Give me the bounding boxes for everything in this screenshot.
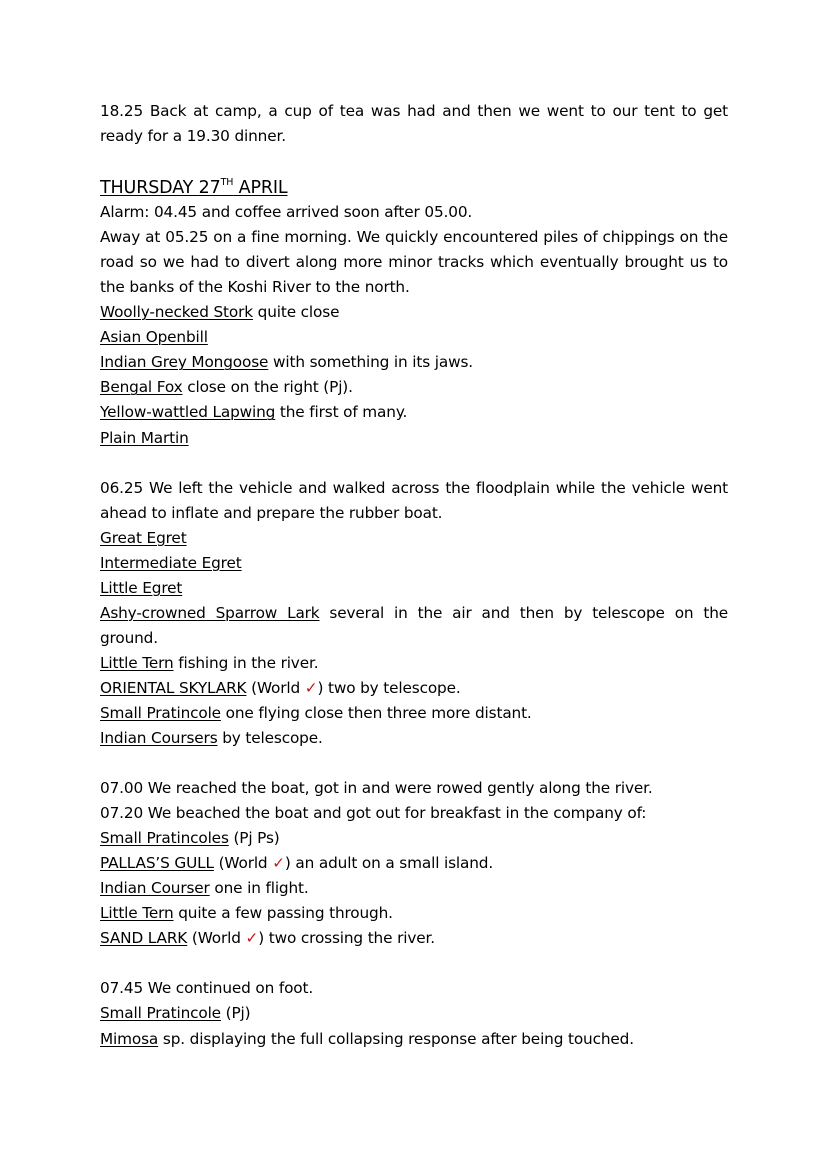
sighting-line bbox=[100, 325, 728, 350]
species-name: Great Egret bbox=[100, 528, 187, 547]
check-icon: ✓ bbox=[304, 678, 318, 697]
paragraph-gap bbox=[100, 149, 728, 174]
species-name: Indian Courser bbox=[100, 879, 210, 898]
sighting-note: (Pj Ps) bbox=[228, 829, 280, 848]
sighting-note: close on the right (Pj). bbox=[182, 378, 353, 397]
tick-prefix: (World bbox=[187, 929, 246, 948]
sighting-line bbox=[100, 826, 728, 851]
species-name: Bengal Fox bbox=[100, 378, 183, 397]
text-line: the banks of the Koshi River to the north. bbox=[100, 278, 410, 297]
species-name: PALLAS’S GULL bbox=[100, 854, 214, 873]
text-line: ready for a 19.30 dinner. bbox=[100, 127, 286, 146]
species-name: Woolly-necked Stork bbox=[100, 303, 253, 322]
text-line: 07.20 We beached the boat and got out for breakfast in the company of: bbox=[100, 804, 647, 823]
sighting-line bbox=[100, 601, 728, 626]
sighting-note: sp. displaying the full collapsing response after being touched. bbox=[158, 1029, 634, 1048]
species-name: Yellow-wattled Lapwing bbox=[100, 403, 276, 422]
sighting-line bbox=[100, 375, 728, 400]
sighting-line bbox=[100, 551, 728, 576]
paragraph-gap bbox=[100, 751, 728, 776]
sighting-line bbox=[100, 726, 728, 751]
text-line: 06.25 We left the vehicle and walked across the floodplain while the vehicle went bbox=[100, 478, 728, 497]
day-heading bbox=[100, 177, 728, 200]
text-line: Alarm: 04.45 and coffee arrived soon after 05.00. bbox=[100, 203, 473, 222]
sighting-note: ) two by telescope. bbox=[317, 678, 461, 697]
sighting-line bbox=[100, 651, 728, 676]
text-line: ahead to inflate and prepare the rubber boat. bbox=[100, 503, 443, 522]
species-name: Small Pratincole bbox=[100, 703, 221, 722]
text-line: road so we had to divert along more minor tracks which eventually brought us to bbox=[100, 253, 728, 272]
sighting-line bbox=[100, 576, 728, 601]
sighting-note: ) two crossing the river. bbox=[258, 929, 435, 948]
tick-prefix: (World bbox=[246, 678, 305, 697]
sighting-note: quite a few passing through. bbox=[173, 904, 393, 923]
species-name: Small Pratincole bbox=[100, 1004, 221, 1023]
text-line: 07.00 We reached the boat, got in and were rowed gently along the river. bbox=[100, 779, 653, 798]
sighting-line bbox=[100, 1027, 728, 1052]
world-tick-line bbox=[100, 851, 728, 876]
species-name: SAND LARK bbox=[100, 929, 188, 948]
species-name: Intermediate Egret bbox=[100, 553, 242, 572]
species-name: Mimosa bbox=[100, 1029, 159, 1048]
text-line: 18.25 Back at camp, a cup of tea was had and then we went to our tent to get bbox=[100, 102, 728, 120]
species-name: Ashy-crowned Sparrow Lark bbox=[100, 603, 320, 622]
sighting-note: ) an adult on a small island. bbox=[284, 854, 494, 873]
sighting-line bbox=[100, 1001, 728, 1026]
world-tick-line bbox=[100, 926, 728, 951]
tick-prefix: (World bbox=[213, 854, 273, 873]
species-name: Little Tern bbox=[100, 904, 174, 923]
document-page bbox=[100, 99, 728, 1052]
species-name: ORIENTAL SKYLARK bbox=[100, 678, 247, 697]
text-line: ground. bbox=[100, 628, 158, 647]
species-name: Indian Grey Mongoose bbox=[100, 353, 269, 372]
species-name: Indian Coursers bbox=[100, 729, 218, 748]
world-tick-line bbox=[100, 676, 728, 701]
species-name: Little Egret bbox=[100, 578, 183, 597]
sighting-note: several in the air and then by telescope on the bbox=[319, 603, 729, 622]
sighting-note: by telescope. bbox=[217, 729, 323, 748]
text-line: Away at 05.25 on a fine morning. We quickly encountered piles of chippings on the bbox=[100, 228, 728, 247]
heading-month: APRIL bbox=[233, 178, 288, 199]
species-name: Small Pratincoles bbox=[100, 829, 229, 848]
heading-suffix: TH bbox=[220, 177, 234, 189]
sighting-note: the first of many. bbox=[275, 403, 408, 422]
sighting-note: quite close bbox=[252, 303, 340, 322]
species-name: Little Tern bbox=[100, 653, 174, 672]
sighting-note: one in flight. bbox=[209, 879, 309, 898]
sighting-note: with something in its jaws. bbox=[268, 353, 473, 372]
species-name: Plain Martin bbox=[100, 428, 189, 447]
text-line: 07.45 We continued on foot. bbox=[100, 979, 314, 998]
species-name: Asian Openbill bbox=[100, 328, 208, 347]
check-icon: ✓ bbox=[272, 854, 285, 873]
sighting-line bbox=[100, 901, 728, 926]
paragraph-gap bbox=[100, 951, 728, 976]
sighting-line bbox=[100, 300, 728, 325]
sighting-line bbox=[100, 426, 728, 451]
paragraph-gap bbox=[100, 451, 728, 476]
sighting-note: one flying close then three more distant. bbox=[220, 703, 532, 722]
heading-day: THURSDAY 27 bbox=[100, 178, 221, 199]
sighting-line bbox=[100, 526, 728, 551]
check-icon: ✓ bbox=[245, 929, 259, 948]
sighting-note: fishing in the river. bbox=[173, 653, 319, 672]
sighting-line bbox=[100, 400, 728, 425]
sighting-note: (Pj) bbox=[220, 1004, 251, 1023]
sighting-line bbox=[100, 701, 728, 726]
sighting-line bbox=[100, 876, 728, 901]
sighting-line bbox=[100, 350, 728, 375]
